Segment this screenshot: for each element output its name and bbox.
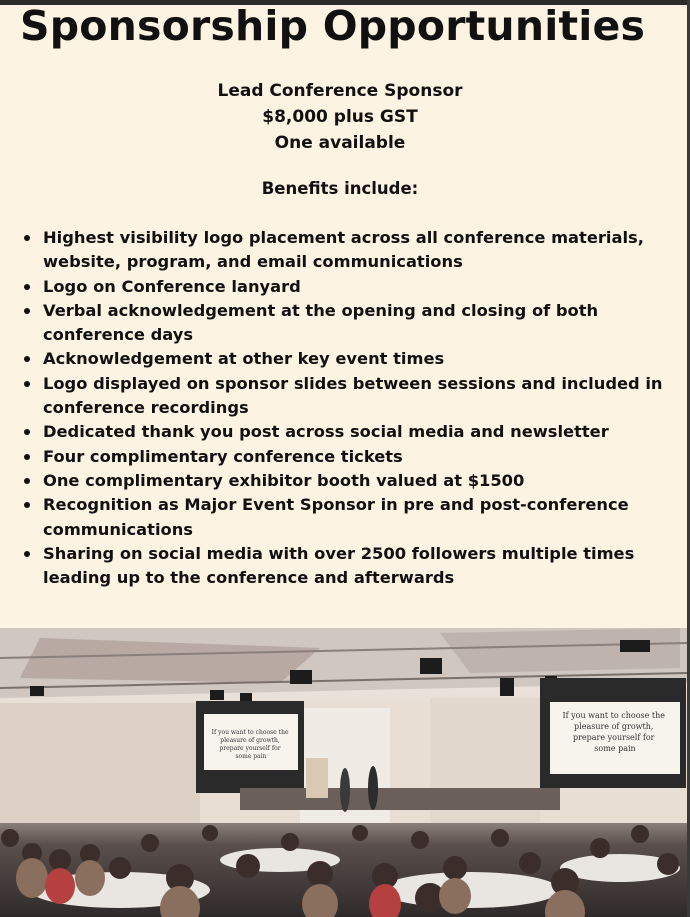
package-availability: One available [274, 133, 406, 153]
package-name: Lead Conference Sponsor [217, 81, 463, 101]
benefits-list [20, 226, 670, 590]
sponsor-package [0, 78, 680, 156]
benefit-item: Verbal acknowledgement at the opening and closing of both conference days [20, 299, 670, 348]
benefit-item: Dedicated thank you post across social media and newsletter [20, 420, 670, 444]
left-screen-quote: If you want to choose the pleasure of growth, prepare yourself for some pain [211, 729, 289, 760]
conference-photo [0, 628, 687, 917]
benefit-item: Acknowledgement at other key event times [20, 347, 670, 371]
benefit-item: Logo displayed on sponsor slides between sessions and included in conference recordings [20, 372, 670, 421]
conference-hall-illustration [0, 628, 687, 917]
package-price: $8,000 plus GST [262, 107, 418, 127]
benefits-heading: Benefits include: [261, 179, 419, 198]
benefit-item: Four complimentary conference tickets [20, 445, 670, 469]
benefit-item: Sharing on social media with over 2500 followers multiple times leading up to the conference and afterwards [20, 542, 670, 591]
page-title: Sponsorship Opportunities [20, 2, 646, 50]
benefit-item: Highest visibility logo placement across all conference materials, website, program, and email communications [20, 226, 670, 275]
benefit-item: Recognition as Major Event Sponsor in pre and post-conference communications [20, 493, 670, 542]
benefit-item: Logo on Conference lanyard [20, 275, 670, 299]
benefit-item: One complimentary exhibitor booth valued at $1500 [20, 469, 670, 493]
right-screen-quote: If you want to choose the pleasure of growth, prepare yourself for some pain [562, 711, 665, 753]
